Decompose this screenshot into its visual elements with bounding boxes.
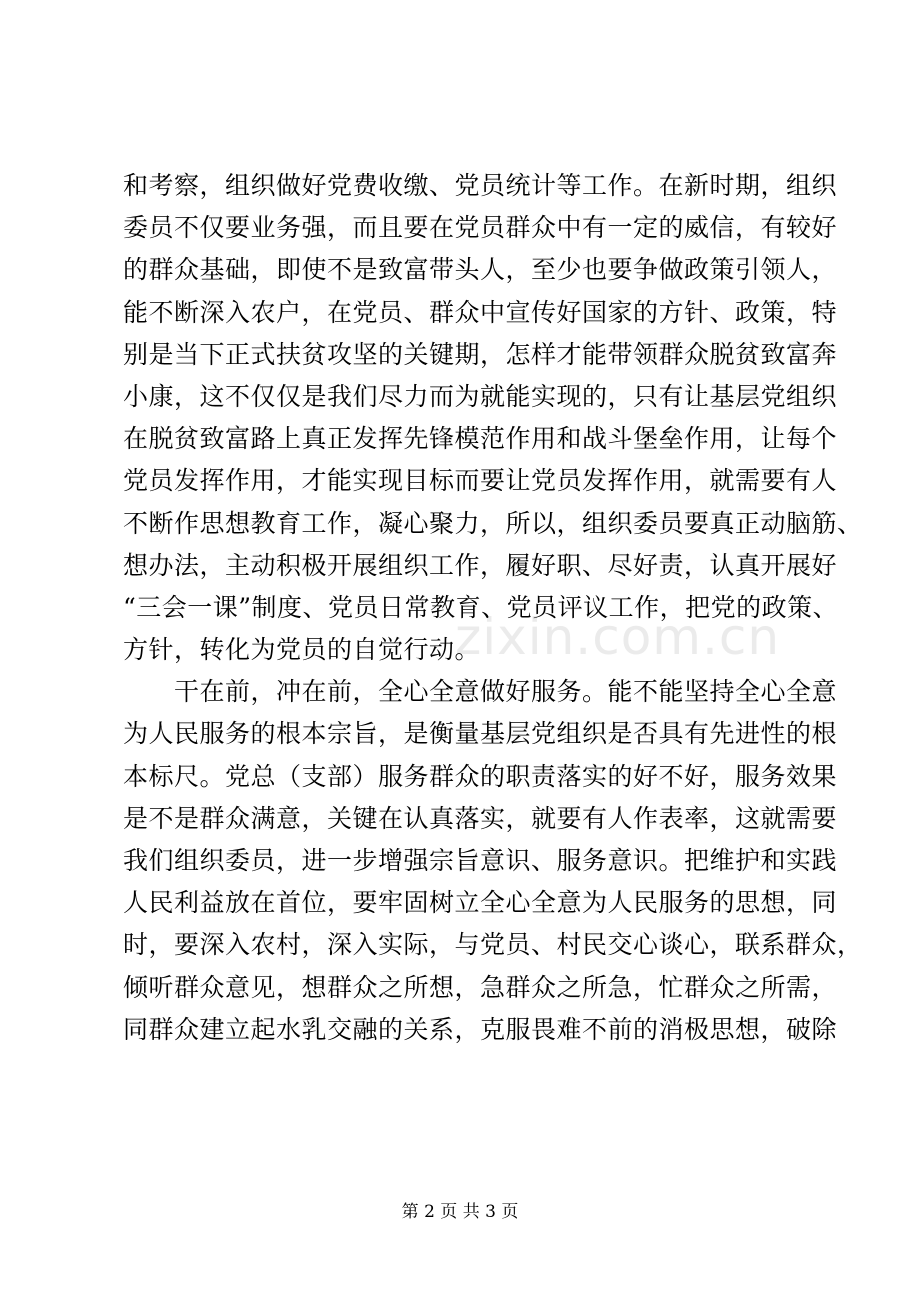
text-line: 能不断深入农户，在党员、群众中宣传好国家的方针、政策，特 (123, 297, 838, 327)
text-line: 同群众建立起水乳交融的关系，克服畏难不前的消极思想，破除 (123, 1014, 838, 1044)
text-line: 人民利益放在首位，要牢固树立全心全意为人民服务的思想，同 (123, 888, 838, 918)
text-line: 别是当下正式扶贫攻坚的关键期，怎样才能带领群众脱贫致富奔 (123, 339, 838, 369)
text-line: 小康，这不仅仅是我们尽力而为就能实现的，只有让基层党组织 (123, 381, 838, 411)
text-line: 在脱贫致富路上真正发挥先锋模范作用和战斗堡垒作用，让每个 (123, 424, 838, 454)
text-line: 的群众基础，即使不是致富带头人，至少也要争做政策引领人， (123, 255, 838, 285)
page-number-footer: 第 2 页 共 3 页 (401, 1202, 519, 1222)
body-text (123, 165, 863, 1051)
text-line: 本标尺。党总（支部）服务群众的职责落实的好不好，服务效果 (123, 761, 838, 791)
text-line: 想办法，主动积极开展组织工作，履好职、尽好责，认真开展好 (123, 550, 838, 580)
text-line: “三会一课”制度、党员日常教育、党员评议工作，把党的政策、 (123, 592, 839, 622)
text-line: 是不是群众满意，关键在认真落实，就要有人作表率，这就需要 (123, 803, 838, 833)
text-line: 干在前，冲在前，全心全意做好服务。能不能坚持全心全意 (123, 677, 838, 707)
text-line: 时，要深入农村，深入实际，与党员、村民交心谈心，联系群众， (123, 930, 863, 960)
watermark: zixin.com.cn (455, 608, 781, 666)
text-line: 不断作思想教育工作，凝心聚力，所以，组织委员要真正动脑筋、 (123, 508, 863, 538)
text-line: 和考察，组织做好党费收缴、党员统计等工作。在新时期，组织 (123, 171, 838, 200)
text-line: 党员发挥作用，才能实现目标而要让党员发挥作用，就需要有人 (123, 466, 838, 496)
text-line: 委员不仅要业务强，而且要在党员群众中有一定的威信，有较好 (123, 213, 838, 243)
text-line: 我们组织委员，进一步增强宗旨意识、服务意识。把维护和实践 (123, 846, 838, 875)
text-line: 倾听群众意见，想群众之所想，急群众之所急，忙群众之所需， (123, 972, 838, 1002)
text-line: 方针，转化为党员的自觉行动。 (123, 635, 481, 665)
text-line: 为人民服务的根本宗旨，是衡量基层党组织是否具有先进性的根 (123, 719, 838, 749)
